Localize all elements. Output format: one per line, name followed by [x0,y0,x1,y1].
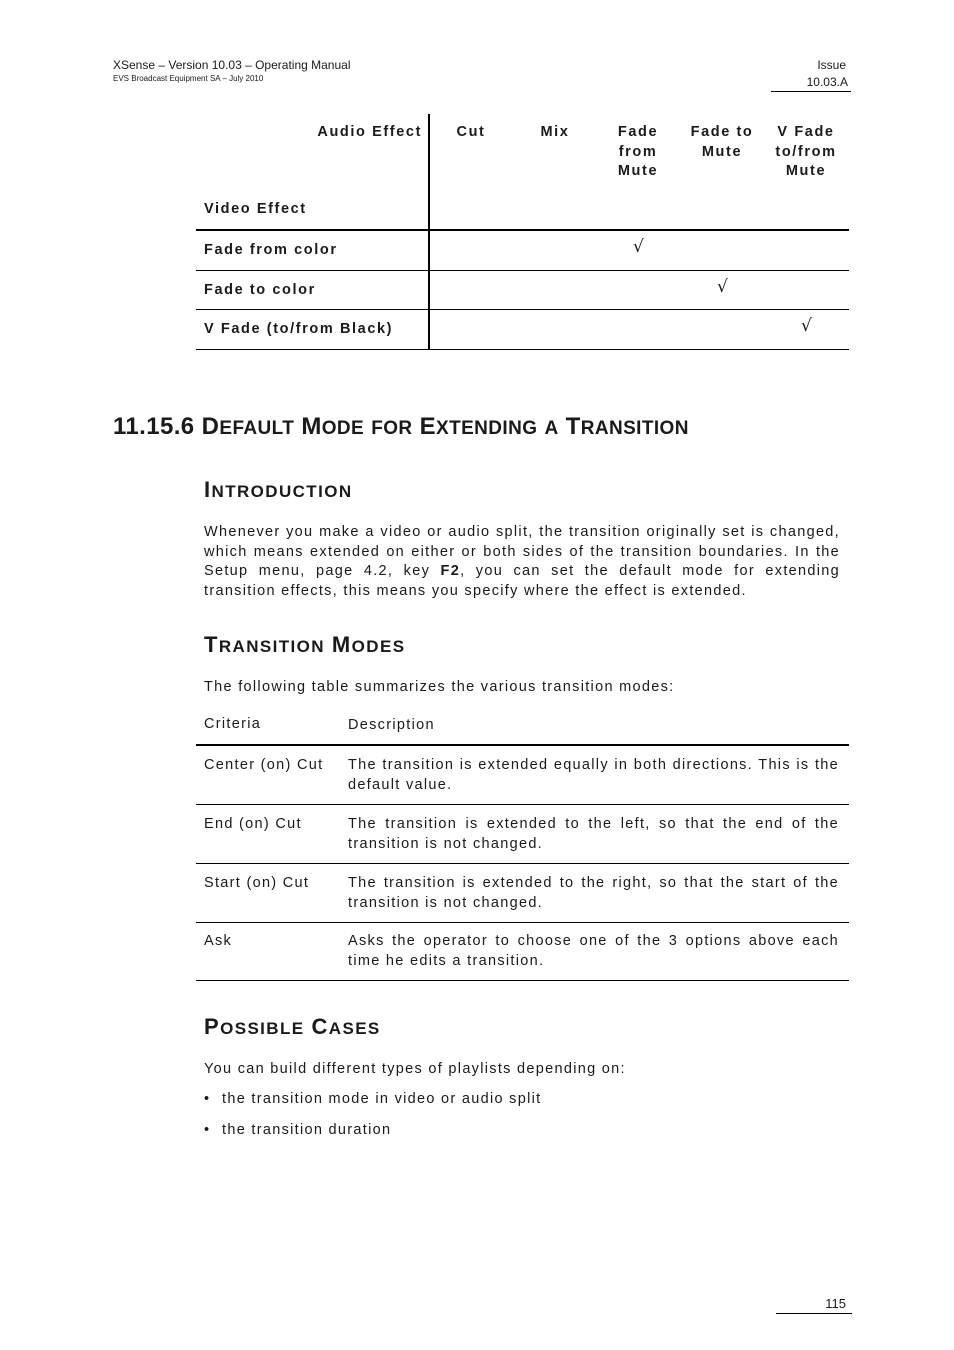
transition-modes-table [196,713,849,981]
matrix-row-rule [196,349,849,350]
check-mark: √ [633,237,644,257]
table-header-row [196,713,849,746]
matrix-column-header: Fade from Mute [617,124,659,179]
page-number: 115 [825,1296,846,1311]
matrix-column-header: Mix [540,124,570,140]
section-heading: 11.15.6 DEFAULT MODE FOR EXTENDING A TRANSITION [113,413,689,440]
column-header-description: Description [348,717,435,733]
matrix-column-header: Fade to Mute [690,124,754,160]
check-mark: √ [801,316,812,336]
matrix-row-label: Fade to color [204,282,316,298]
matrix-column-header: V Fade to/from Mute [775,124,837,179]
description-cell: Asks the operator to choose one of the 3 options above each time he edits a transition. [348,933,839,969]
header-issue-label: Issue [817,58,846,72]
header-title: XSense – Version 10.03 – Operating Manual [113,58,351,72]
introduction-paragraph: Whenever you make a video or audio split, the transition originally set is changed, which means extended on either or both sides of the transition boundaries. In the Setup menu, page 4.2, key F2, you can set the default mode for extending transition effects, this means you specify where the effect is extended. [204,524,840,599]
introduction-heading: INTRODUCTION [204,477,353,502]
bullet-icon: • [204,1091,211,1107]
criteria-cell: Center (on) Cut [204,757,324,773]
table-row [196,864,849,923]
matrix-column-header: Cut [456,124,486,140]
table-row [196,746,849,805]
possible-cases-heading: POSSIBLE CASES [204,1014,381,1039]
bullet-icon: • [204,1122,211,1138]
matrix-divider [428,114,430,350]
footer-rule [776,1313,852,1314]
criteria-cell: Ask [204,933,233,949]
transition-modes-lead: The following table summarizes the various transition modes: [204,679,675,695]
table-row [196,923,849,981]
header-rule [771,91,851,92]
description-cell: The transition is extended to the left, so that the end of the transition is not changed. [348,816,839,852]
key-label: F2 [440,563,461,579]
matrix-row-label: Fade from color [204,242,338,258]
matrix-corner-video-effect: Video Effect [204,201,307,217]
transition-modes-heading: TRANSITION MODES [204,632,406,657]
header-subtitle: EVS Broadcast Equipment SA – July 2010 [113,74,264,83]
column-header-criteria: Criteria [204,716,262,732]
description-cell: The transition is extended equally in both directions. This is the default value. [348,757,839,793]
possible-cases-lead: You can build different types of playlists depending on: [204,1061,626,1077]
effects-matrix-table [196,114,849,350]
matrix-header-rule [196,229,849,231]
matrix-row-rule [196,309,849,310]
description-cell: The transition is extended to the right, so that the start of the transition is not changed. [348,875,839,911]
matrix-row-label: V Fade (to/from Black) [204,321,394,337]
header-issue-version: 10.03.A [806,75,848,89]
list-item: • the transition mode in video or audio split [204,1091,542,1107]
matrix-corner-audio-effect: Audio Effect [317,124,422,140]
matrix-row-rule [196,270,849,271]
table-row [196,805,849,864]
list-item: • the transition duration [204,1122,392,1138]
criteria-cell: End (on) Cut [204,816,302,832]
check-mark: √ [717,277,728,297]
criteria-cell: Start (on) Cut [204,875,310,891]
